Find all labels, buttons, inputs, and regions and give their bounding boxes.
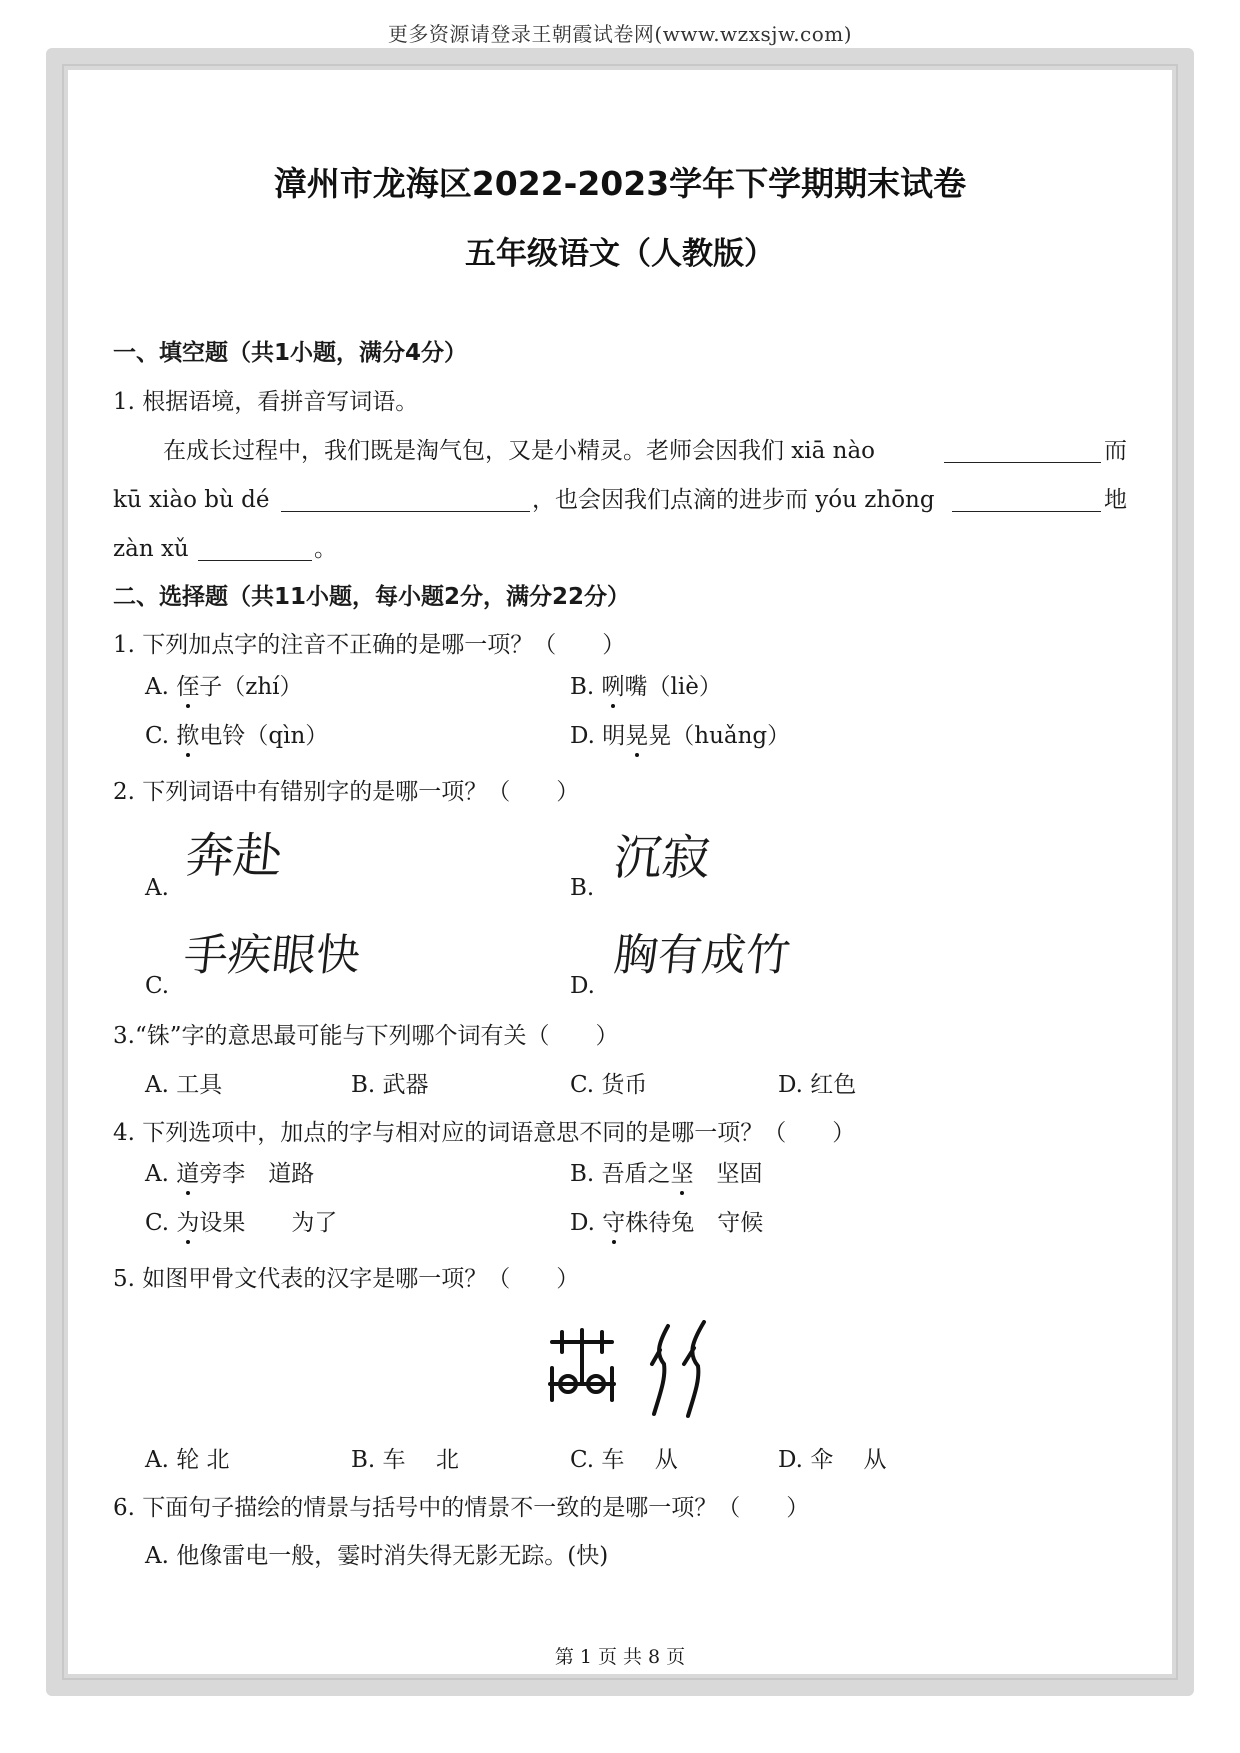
s2-q5-option-a[interactable]: A. 轮 北	[145, 1447, 230, 1473]
s1-q1-line1	[163, 440, 875, 463]
s2-q1-option-d[interactable]	[570, 725, 790, 748]
exam-title: 漳州市龙海区2022-2023学年下学期期末试卷	[273, 164, 967, 203]
s2-q3-option-b[interactable]: B. 武器	[351, 1072, 429, 1098]
s2-q2-option-a-handwriting: 奔赴	[183, 828, 285, 884]
s2-q4-option-c[interactable]	[145, 1212, 337, 1235]
s2-q2-option-b-handwriting: 沉寂	[611, 830, 713, 886]
s2-q3-option-d[interactable]: D. 红色	[778, 1072, 857, 1098]
s1-q1-line3-end: 。	[314, 536, 337, 562]
s2-q1-option-a[interactable]	[145, 676, 303, 699]
oracle-bone-script-image	[548, 1320, 728, 1420]
option-text: 旁李 道路	[199, 1161, 315, 1187]
s2-q4-stem: 4. 下列选项中，加点的字与相对应的词语意思不同的是哪一项？（ ）	[113, 1120, 856, 1146]
s2-q2-option-b-label[interactable]: B.	[570, 875, 595, 901]
s2-q2-option-a-label[interactable]: A.	[145, 875, 169, 901]
option-text: 坚固	[693, 1161, 763, 1187]
option-label: C.	[145, 723, 177, 749]
answer-blank-3[interactable]	[952, 489, 1101, 512]
section2-heading: 二、选择题（共11小题，每小题2分，满分22分）	[113, 584, 631, 610]
option-label: B. 吾盾之	[570, 1161, 671, 1187]
section1-heading: 一、填空题（共1小题，满分4分）	[113, 340, 468, 366]
dotted-char: 咧	[601, 674, 625, 700]
s2-q5-option-c[interactable]: C. 车 从	[570, 1447, 678, 1473]
dotted-char: 坚	[670, 1161, 694, 1187]
option-text: 株待兔 守候	[625, 1210, 764, 1236]
s1-q1-line1-end: 而	[1104, 438, 1127, 464]
s2-q4-option-d[interactable]	[570, 1212, 763, 1235]
s2-q3-stem: 3.“铢”字的意思最可能与下列哪个词有关（ ）	[113, 1023, 619, 1049]
option-label: B.	[570, 674, 602, 700]
s2-q5-stem: 5. 如图甲骨文代表的汉字是哪一项？（ ）	[113, 1266, 580, 1292]
answer-blank-4[interactable]	[198, 538, 312, 561]
option-label: C.	[145, 1210, 177, 1236]
s2-q1-option-b[interactable]	[570, 676, 722, 699]
s2-q2-option-d-handwriting: 胸有成竹	[611, 930, 793, 981]
option-label: D.	[570, 1210, 603, 1236]
option-label: A.	[145, 1161, 177, 1187]
s1-q1-line1-text: 在成长过程中，我们既是淘气包，又是小精灵。老师会因我们 xiā nào	[163, 438, 876, 464]
s2-q1-stem: 1. 下列加点字的注音不正确的是哪一项？（ ）	[113, 632, 626, 658]
source-header-note: 更多资源请登录王朝霞试卷网(www.wzxsjw.com)	[387, 22, 853, 46]
s2-q2-option-c-handwriting: 手疾眼快	[181, 930, 363, 981]
s2-q2-option-c-label[interactable]: C.	[145, 973, 170, 999]
answer-blank-1[interactable]	[944, 440, 1101, 463]
s1-q1-line2-start: kū xiào bù dé	[113, 487, 270, 513]
option-text: 电铃（qìn）	[199, 723, 329, 749]
dotted-char: 晃	[625, 723, 649, 749]
dotted-char: 守	[602, 1210, 626, 1236]
s2-q4-option-a[interactable]	[145, 1163, 314, 1186]
s2-q3-option-a[interactable]: A. 工具	[145, 1072, 223, 1098]
s2-q6-option-a[interactable]: A. 他像雷电一般，霎时消失得无影无踪。(快)	[145, 1543, 609, 1569]
exam-subtitle: 五年级语文（人教版）	[465, 236, 775, 272]
option-text: 子（zhí）	[199, 674, 303, 700]
s2-q5-option-d[interactable]: D. 伞 从	[778, 1447, 887, 1473]
option-text: 嘴（liè）	[624, 674, 722, 700]
s2-q4-option-b[interactable]	[570, 1163, 763, 1186]
s1-q1-line2-end: 地	[1104, 487, 1127, 513]
dotted-char: 侄	[176, 674, 200, 700]
s2-q5-option-b[interactable]: B. 车 北	[351, 1447, 459, 1473]
answer-blank-2[interactable]	[281, 489, 530, 512]
s2-q2-option-d-label[interactable]: D.	[570, 973, 595, 999]
dotted-char: 为	[176, 1210, 200, 1236]
s2-q2-stem: 2. 下列词语中有错别字的是哪一项？（ ）	[113, 779, 580, 805]
option-label: A.	[145, 674, 177, 700]
s2-q1-option-c[interactable]	[145, 725, 328, 748]
option-text: 晃（huǎng）	[648, 723, 791, 749]
s2-q6-stem: 6. 下面句子描绘的情景与括号中的情景不一致的是哪一项？（ ）	[113, 1495, 810, 1521]
dotted-char: 揿	[176, 723, 200, 749]
option-label: D. 明	[570, 723, 626, 749]
dotted-char: 道	[176, 1161, 200, 1187]
s1-q1-line2-mid: ，也会因我们点滴的进步而 yóu zhōng	[532, 487, 935, 513]
option-text: 设果 为了	[199, 1210, 338, 1236]
s2-q3-option-c[interactable]: C. 货币	[570, 1072, 648, 1098]
s1-q1-line3-start: zàn xǔ	[113, 536, 189, 562]
s1-q1-prompt: 1. 根据语境，看拼音写词语。	[113, 389, 419, 415]
page-number: 第 1 页 共 8 页	[554, 1646, 686, 1668]
